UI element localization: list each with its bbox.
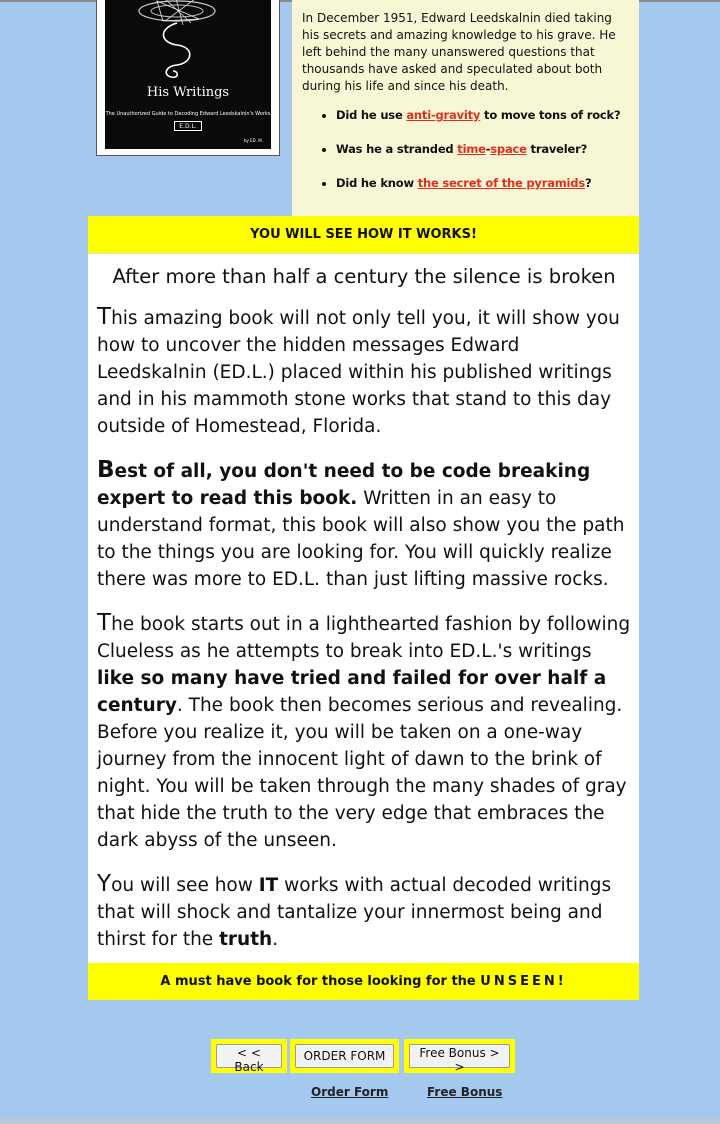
question-list	[302, 107, 631, 192]
anti-gravity-link[interactable]: anti-gravity	[406, 108, 481, 122]
cover-author: by ED. M.	[243, 138, 263, 143]
intro-panel	[292, 0, 639, 216]
cover-subtitle: The Unauthorized Guide to Decoding Edward Leedskalnin's Works	[105, 111, 271, 117]
top-banner: YOU WILL SEE HOW IT WORKS!	[88, 216, 639, 254]
bottom-banner: A must have book for those looking for the UNSEEN!	[88, 963, 639, 1000]
question-item: • Did he know the secret of the pyramids?	[336, 175, 631, 192]
space-link[interactable]: space	[490, 142, 527, 156]
order-form-button-frame	[290, 1039, 399, 1073]
free-bonus-button-frame	[404, 1039, 515, 1073]
pyramids-link[interactable]: the secret of the pyramids	[417, 176, 585, 190]
book-cover-image	[105, 0, 271, 149]
back-button[interactable]: < < Back	[216, 1044, 282, 1068]
paragraph-story: The book starts out in a lighthearted fashion by following Clueless as he attempts to break into ED.L.'s writings like so many have tried and failed for over half a century. The book then becomes serious and revealing. Before you realize it, you will be taken on a one-way journey from the innocent light of dawn to the brink of night. You will be taken through the many shades of gray that hide the truth to the very edge that embraces the dark abyss of the unseen.	[97, 610, 631, 851]
cover-badge: E.D.L.	[174, 121, 202, 131]
unseen-emphasis: UNSEEN!	[480, 974, 567, 989]
paragraph-best-of-all: Best of all, you don't need to be code breaking expert to read this book. Written in an easy to understand format, this book will also show you the path to the things you are looking for. You will quickly realize there was more to ED.L. than just lifting massive rocks.	[97, 457, 625, 590]
main-heading: After more than half a century the silence is broken	[112, 265, 616, 288]
main-content	[88, 254, 639, 963]
free-bonus-link[interactable]: Free Bonus	[427, 1085, 503, 1099]
time-link[interactable]: time	[457, 142, 486, 156]
order-form-button[interactable]: ORDER FORM	[295, 1044, 394, 1068]
question-item: • Did he use anti-gravity to move tons of rock?	[336, 107, 631, 124]
question-item: • Was he a stranded time-space traveler?	[336, 141, 631, 158]
back-button-frame	[211, 1039, 287, 1073]
cover-artwork	[105, 0, 271, 89]
paragraph-truth: You will see how IT works with actual decoded writings that will shock and tantalize your innermost being and thirst for the truth.	[97, 871, 612, 950]
book-cover-frame	[96, 0, 280, 156]
intro-paragraph: In December 1951, Edward Leedskalnin died taking his secrets and amazing knowledge to his grave. He left behind the many unanswered questions that thousands have asked and speculated about both during his life and since his death.	[302, 11, 616, 93]
bottom-border	[0, 1118, 720, 1124]
cover-title: His Writings	[146, 85, 230, 100]
paragraph-intro: This amazing book will not only tell you, it will show you how to uncover the hidden messages Edward Leedskalnin (ED.L.) placed within his published writings and in his mammoth stone works that stand to this day outside of Homestead, Florida.	[97, 304, 620, 437]
order-form-link[interactable]: Order Form	[311, 1085, 389, 1099]
free-bonus-button[interactable]: Free Bonus > >	[409, 1044, 510, 1068]
